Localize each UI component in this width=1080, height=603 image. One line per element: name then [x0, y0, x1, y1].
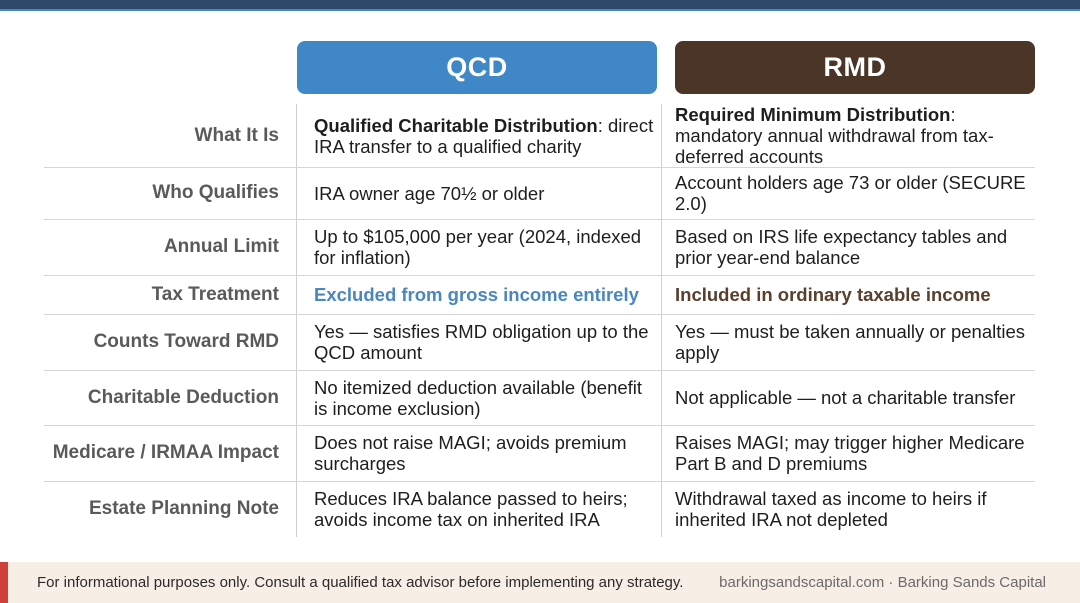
qcd-definition [314, 115, 659, 157]
row-label: Tax Treatment [151, 283, 279, 305]
qcd-cell [314, 425, 659, 481]
qcd-cell-text: No itemized deduction available (benefit is income exclusion) [314, 376, 643, 419]
footer-disclaimer: For informational purposes only. Consult a qualified tax advisor before implementing any strategy. [37, 574, 684, 591]
rmd-cell [675, 370, 1037, 425]
rmd-cell [675, 314, 1037, 370]
footer-accent-bar [0, 562, 8, 603]
qcd-cell-text: Yes — satisfies RMD obligation up to the QCD amount [314, 321, 649, 363]
rmd-cell-text: Withdrawal taxed as income to heirs if inherited IRA not depleted [675, 488, 987, 530]
row-label: Charitable Deduction [87, 386, 279, 408]
qcd-cell [314, 104, 659, 167]
qcd-term: Qualified Charitable Distribution [314, 114, 598, 136]
rmd-cell [675, 167, 1037, 219]
table-row-counts-toward-rmd [44, 314, 1035, 371]
table-row-charitable-deduction [44, 370, 1035, 426]
qcd-cell [314, 314, 659, 370]
footer [0, 562, 1080, 603]
row-label: Annual Limit [163, 236, 279, 257]
rmd-definition [675, 104, 1037, 167]
rmd-column-header: RMD [675, 41, 1035, 94]
table-row-annual-limit [44, 219, 1035, 276]
table-row-who-qualifies [44, 167, 1035, 220]
rmd-cell-text: Raises MAGI; may trigger higher Medicare Part B and D premiums [675, 432, 1025, 474]
table-row-tax-treatment [44, 275, 1035, 315]
rmd-cell [675, 425, 1037, 481]
qcd-cell-text: Reduces IRA balance passed to heirs; avoids income tax on inherited IRA [314, 488, 628, 530]
table-row-estate-planning [44, 481, 1035, 537]
qcd-column-header: QCD [297, 41, 657, 94]
rmd-cell [675, 104, 1037, 167]
row-label: Counts Toward RMD [93, 331, 279, 352]
qcd-cell-text: Does not raise MAGI; avoids premium surcharges [314, 432, 627, 474]
table-row-medicare-irmaa [44, 425, 1035, 482]
rmd-cell-text: Not applicable — not a charitable transfer [675, 387, 1016, 408]
qcd-definition-text: : direct IRA transfer to a qualified charity [314, 114, 654, 157]
rmd-cell-text: Yes — must be taken annually or penalties apply [675, 321, 1026, 363]
rmd-cell-text: Account holders age 73 or older (SECURE 2.0) [675, 172, 1026, 214]
qcd-cell-text: IRA owner age 70½ or older [314, 182, 545, 204]
row-label: What It Is [194, 124, 279, 146]
qcd-cell [314, 275, 659, 314]
rmd-cell-text: Based on IRS life expectancy tables and prior year-end balance [675, 226, 1008, 268]
qcd-cell [314, 481, 659, 537]
footer-credit: barkingsandscapital.com · Barking Sands Capital [719, 574, 1046, 591]
rmd-cell [675, 481, 1037, 537]
qcd-cell [314, 219, 659, 275]
qcd-cell [314, 167, 659, 219]
rmd-cell [675, 275, 1037, 314]
rmd-term: Required Minimum Distribution [675, 104, 951, 125]
qcd-cell-text: Up to $105,000 per year (2024, indexed for inflation) [314, 226, 642, 268]
row-label: Medicare / IRMAA Impact [52, 442, 279, 463]
rmd-cell [675, 219, 1037, 275]
qcd-cell [314, 370, 659, 425]
rmd-definition-text: : mandatory annual withdrawal from tax-deferred accounts [675, 104, 994, 167]
rmd-cell-text: Included in ordinary taxable income [675, 284, 991, 305]
qcd-cell-text: Excluded from gross income entirely [314, 284, 639, 305]
top-accent-bar [0, 0, 1080, 11]
table-row-what-it-is [44, 104, 1035, 168]
row-label: Who Qualifies [152, 182, 279, 203]
row-label: Estate Planning Note [88, 498, 279, 519]
